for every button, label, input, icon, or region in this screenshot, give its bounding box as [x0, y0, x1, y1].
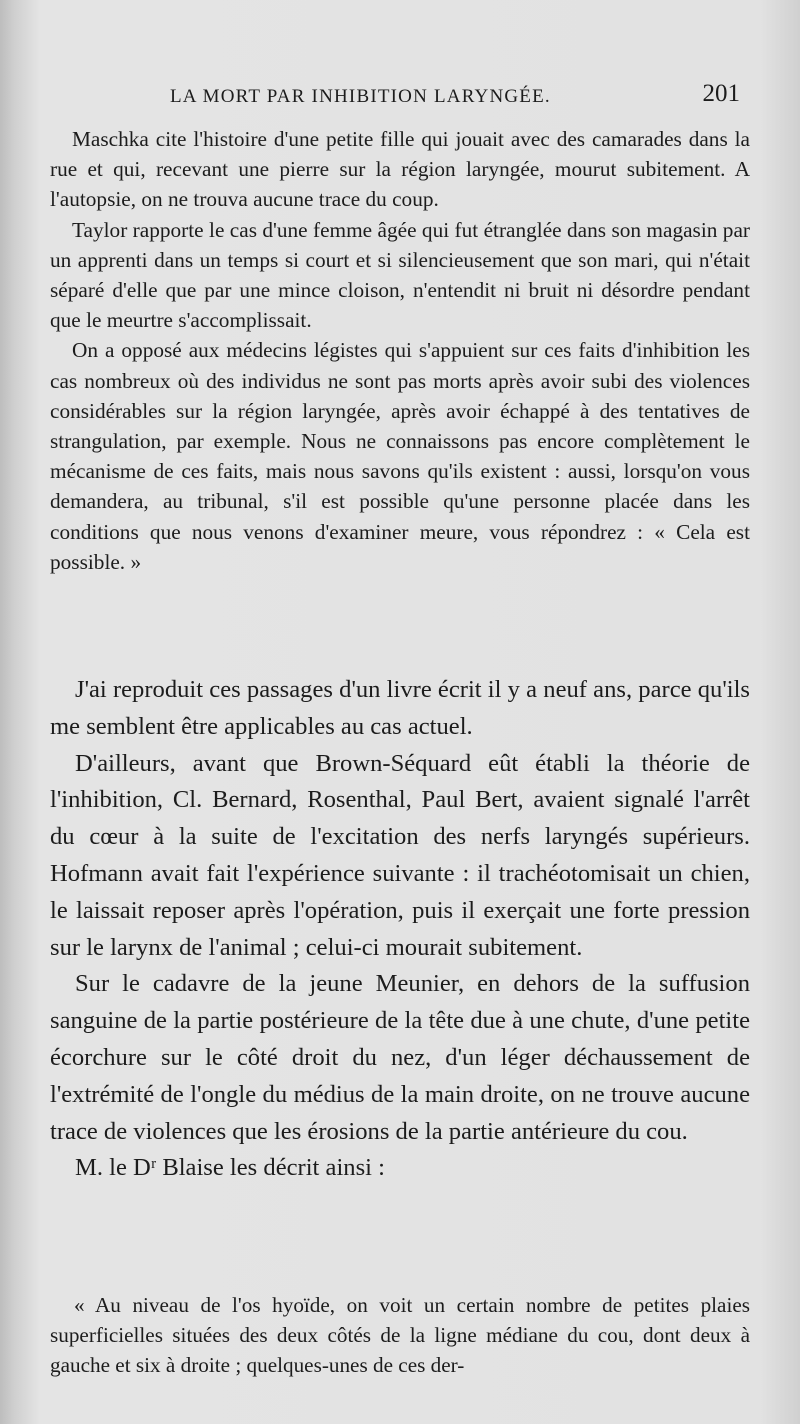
main-text-block [50, 672, 750, 1187]
page-number: 201 [702, 80, 740, 107]
paragraph-taylor: Taylor rapporte le cas d'une femme âgée qui fut étranglée dans son magasin par un apprenti dans un temps si court et si silencieusement que son mari, qui n'était séparé d'elle que par une mince cloison, n'entendit ni bruit ni désordre pendant que le meurtre s'accomplissait. [50, 217, 750, 333]
paragraph-cadaver: Sur le cadavre de la jeune Meunier, en dehors de la suffusion sanguine de la partie postérieure de la tête due à une chute, d'une petite écorchure sur le côté droit du nez, d'un léger déchaussement de l'extrémité de l'ongle du médius de la main droite, on ne trouve aucune trace de violences que les érosions de la partie antérieure du cou. [50, 970, 750, 1145]
quotation-block [50, 1290, 750, 1380]
paragraph-blaise: M. le Dʳ Blaise les décrit ainsi : [75, 1154, 385, 1182]
paragraph-reproduced: J'ai reproduit ces passages d'un livre écrit il y a neuf ans, parce qu'ils me semblent être applicables au cas actuel. [50, 676, 750, 740]
paragraph-maschka: Maschka cite l'histoire d'une petite fille qui jouait avec des camarades dans la rue et qui, recevant une pierre sur la région laryngée, mourut subitement. A l'autopsie, on ne trouva aucune trace du coup. [50, 127, 750, 212]
running-title: LA MORT PAR INHIBITION LARYNGÉE. [170, 86, 551, 107]
small-type-block [50, 124, 750, 577]
quote-paragraph: « Au niveau de l'os hyoïde, on voit un certain nombre de petites plaies superficielles situées des deux côtés de la ligne médiane du cou, dont deux à gauche et six à droite ; quelques-unes de ces der- [50, 1293, 750, 1377]
running-header [170, 80, 770, 116]
paragraph-inhibition-theory: D'ailleurs, avant que Brown-Séquard eût établi la théorie de l'inhibition, Cl. Bernard, Rosenthal, Paul Bert, avaient signalé l'arrêt du cœur à la suite de l'excitation des nerfs laryngés supérieurs. Hofmann avait fait l'expérience suivante : il trachéotomisait un chien, le laissait reposer après l'opération, puis il exerçait une forte pression sur le larynx de l'animal ; celui-ci mourait subitement. [50, 749, 750, 961]
paragraph-objection: On a opposé aux médecins légistes qui s'appuient sur ces faits d'inhibition les cas nombreux où des individus ne sont pas morts après avoir subi des violences considérables sur la région laryngée, après avoir échappé à des tentatives de strangulation, par exemple. Nous ne connaissons pas encore complètement le mécanisme de ces faits, mais nous savons qu'ils existent : aussi, lorsqu'on vous demandera, au tribunal, s'il est possible qu'une personne placée dans les conditions que nous venons d'examiner meure, vous répondrez : « Cela est possible. » [50, 338, 750, 574]
